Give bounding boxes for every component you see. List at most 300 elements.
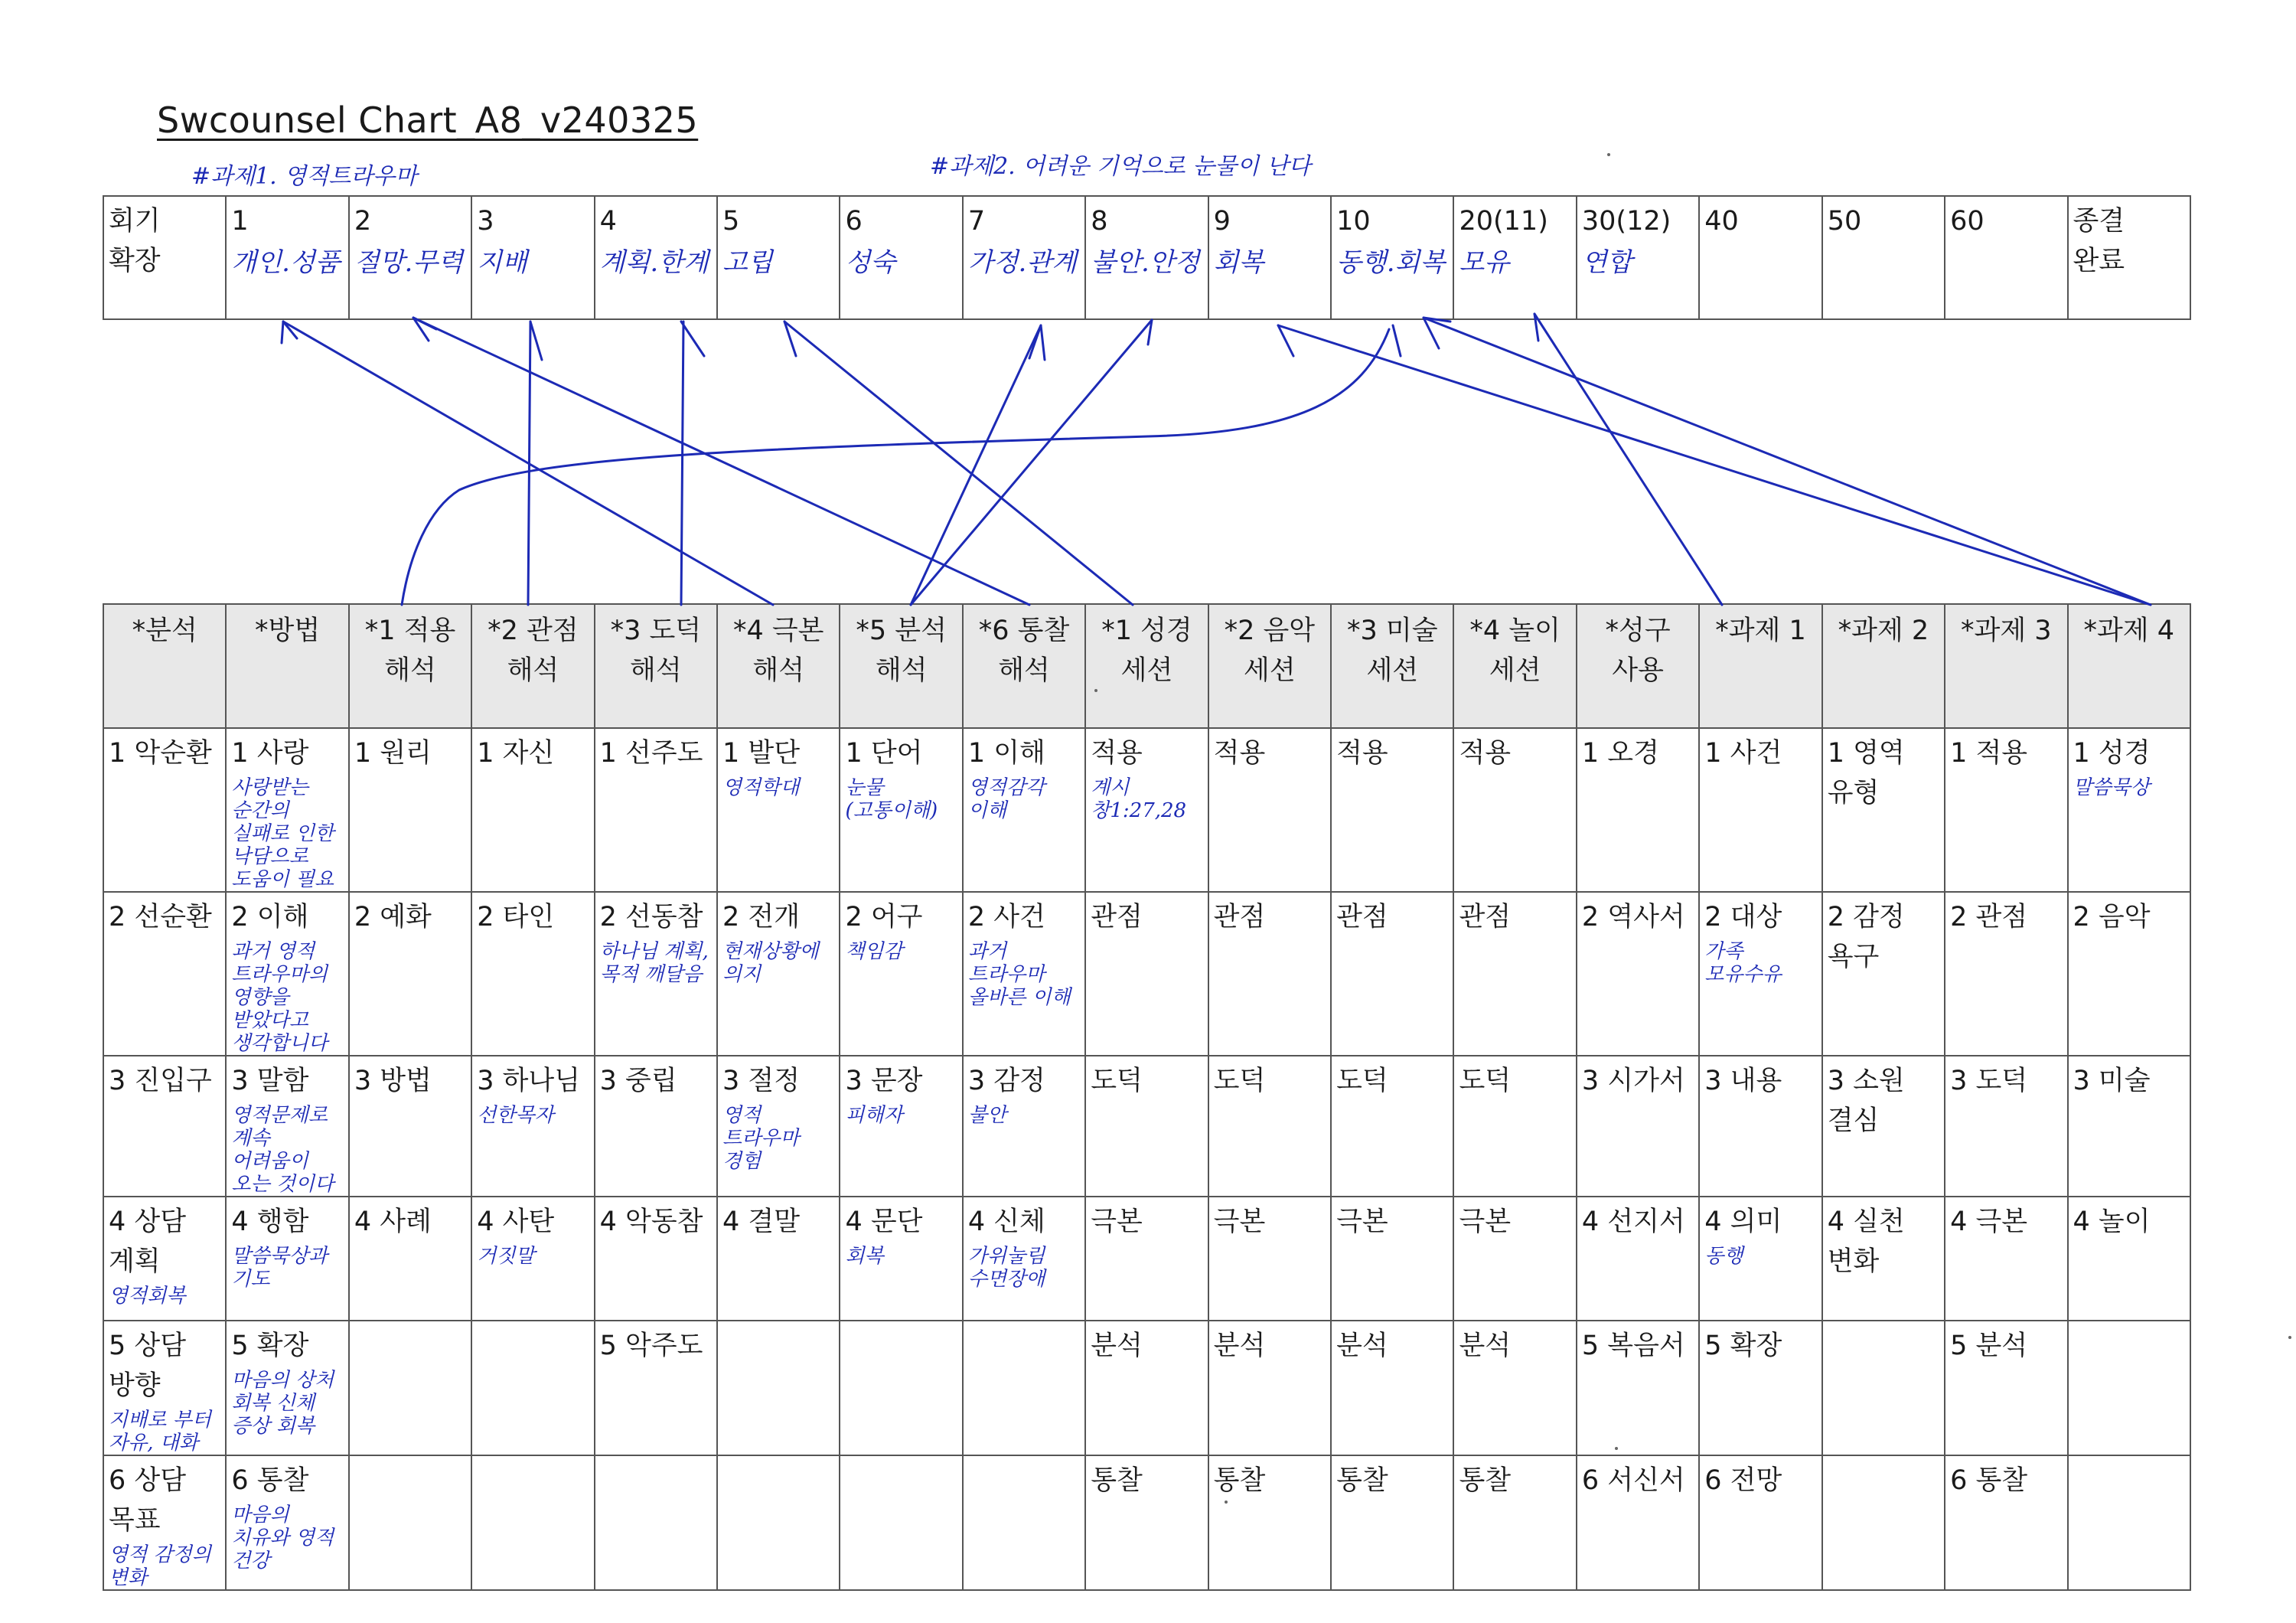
matrix-cell [1699, 1056, 1821, 1197]
cell-label: 5 확장 [231, 1331, 309, 1361]
cell-label: 1 사건 [1704, 738, 1782, 769]
cell-handwritten-note: 피해자 [845, 1104, 903, 1127]
cell-label: 1 발단 [722, 738, 801, 769]
matrix-cell [1945, 1197, 2067, 1321]
cell-handwritten-note: 말씀묵상 [2073, 776, 2150, 799]
session-row-label [103, 196, 226, 319]
session-number: 6 [845, 206, 863, 237]
column-header-line: 해석 [507, 655, 559, 686]
cell-handwritten-note: 거짓말 [477, 1245, 535, 1268]
session-table [103, 195, 2191, 320]
matrix-cell [471, 1321, 594, 1455]
matrix-row [103, 1321, 2190, 1455]
session-number: 종결 [2073, 206, 2125, 237]
column-header-line: *3 도덕 [610, 616, 702, 646]
session-handwritten-note: 절망.무력 [354, 247, 463, 278]
stray-dot [2288, 1336, 2291, 1339]
session-cell [2068, 196, 2191, 319]
session-number: 20(11) [1459, 206, 1548, 237]
matrix-column-header [840, 604, 962, 728]
matrix-cell [840, 892, 962, 1056]
arrow-line [413, 318, 1029, 605]
matrix-cell [1822, 892, 1945, 1056]
matrix-cell [103, 1197, 226, 1321]
session-cell [963, 196, 1085, 319]
cell-label: 4 선지서 [1581, 1207, 1685, 1237]
column-header-line: 해석 [630, 655, 682, 686]
handwritten-note-task2: #과제2. 어려운 기억으로 눈물이 난다 [930, 153, 1311, 180]
cell-label: 5 확장 [1704, 1331, 1782, 1361]
column-header-line: 세션 [1244, 655, 1296, 686]
matrix-cell [717, 892, 840, 1056]
cell-handwritten-note: 마음의 치유와 영적 건강 [231, 1504, 334, 1572]
matrix-cell [1208, 1197, 1331, 1321]
matrix-cell [1577, 892, 1699, 1056]
matrix-cell [226, 1455, 348, 1590]
matrix-cell [1699, 1455, 1821, 1590]
matrix-column-header [1453, 604, 1576, 728]
arrow-line [681, 322, 683, 605]
cell-label: 2 음악 [2073, 902, 2151, 932]
matrix-column-header [717, 604, 840, 728]
cell-label: 6 통찰 [1950, 1465, 2028, 1496]
cell-label: 2 관점 [1950, 902, 2028, 932]
matrix-column-header [103, 604, 226, 728]
cell-label: 2 역사서 [1581, 902, 1685, 932]
session-cell [595, 196, 717, 319]
matrix-cell [1331, 1056, 1453, 1197]
matrix-cell [1085, 892, 1208, 1056]
session-number: 10 [1336, 206, 1371, 237]
session-cell [1085, 196, 1208, 319]
matrix-cell [963, 1056, 1085, 1197]
session-number: 60 [1950, 206, 1985, 237]
cell-label: 4 극본 [1950, 1207, 2028, 1237]
column-header-line: 해석 [998, 655, 1050, 686]
matrix-row [103, 1197, 2190, 1321]
session-cell [1822, 196, 1945, 319]
cell-label: 도덕 [1459, 1066, 1512, 1096]
cell-label: 3 도덕 [1950, 1066, 2028, 1096]
cell-label: 1 적용 [1950, 738, 2028, 769]
cell-handwritten-note: 회복 [845, 1245, 884, 1268]
document-title: Swcounsel Chart_A8_v240325 [157, 100, 699, 141]
matrix-cell [1331, 728, 1453, 892]
matrix-cell [1945, 728, 2067, 892]
matrix-cell [1453, 728, 1576, 892]
cell-handwritten-note: 과거 영적 트라우마의 영향을 받았다고 생각합니다 [231, 940, 328, 1055]
cell-label: 통찰 [1336, 1465, 1388, 1496]
column-header-line: *과제 3 [1961, 616, 2052, 646]
matrix-cell [840, 1321, 962, 1455]
session-handwritten-note: 회복 [1213, 247, 1264, 278]
matrix-cell [1577, 1197, 1699, 1321]
cell-handwritten-note: 선한목자 [477, 1104, 554, 1127]
session-handwritten-note: 개인.성품 [231, 247, 341, 278]
matrix-cell [1085, 1056, 1208, 1197]
matrix-cell [963, 1197, 1085, 1321]
matrix-cell [1577, 1455, 1699, 1590]
matrix-cell [1945, 1455, 2067, 1590]
cell-label: 1 선주도 [599, 738, 703, 769]
matrix-cell [717, 1321, 840, 1455]
cell-handwritten-note: 지배로 부터 자유, 대화 [109, 1409, 211, 1455]
matrix-column-header [226, 604, 348, 728]
matrix-header-row [103, 604, 2190, 728]
matrix-cell [1208, 892, 1331, 1056]
session-cell [1453, 196, 1576, 319]
matrix-cell [349, 1455, 471, 1590]
cell-handwritten-note: 가족 모유수유 [1704, 940, 1782, 986]
column-header-line: *방법 [255, 616, 321, 646]
cell-label: 5 악주도 [599, 1331, 703, 1361]
matrix-cell [226, 1056, 348, 1197]
matrix-cell [595, 1455, 717, 1590]
cell-label: 분석 [1091, 1331, 1143, 1361]
cell-label: 1 성경 [2073, 738, 2151, 769]
cell-label: 3 하나님 [477, 1066, 581, 1096]
session-number: 7 [967, 206, 986, 237]
cell-label: 3 시가서 [1581, 1066, 1685, 1096]
cell-label: 4 신체 [967, 1207, 1045, 1237]
matrix-column-header [963, 604, 1085, 728]
matrix-cell [1822, 1455, 1945, 1590]
matrix-cell [1331, 1321, 1453, 1455]
matrix-cell [840, 728, 962, 892]
arrow-line [1424, 318, 2151, 605]
session-number: 3 [477, 206, 494, 237]
arrow-head [1148, 320, 1152, 345]
cell-label: 극본 [1336, 1207, 1388, 1237]
matrix-cell [349, 1197, 471, 1321]
cell-label: 3 방법 [354, 1066, 432, 1096]
cell-handwritten-note: 불안 [967, 1104, 1007, 1127]
matrix-column-header [2068, 604, 2191, 728]
matrix-row [103, 1455, 2190, 1590]
session-handwritten-note: 동행.회복 [1336, 247, 1446, 278]
arrow-head [1393, 325, 1401, 356]
column-header-line: *1 적용 [364, 616, 456, 646]
session-row-label-line: 회기 [109, 206, 161, 237]
matrix-cell [1331, 1455, 1453, 1590]
cell-label: 3 진입구 [109, 1066, 212, 1096]
cell-handwritten-note: 과거 트라우마 올바른 이해 [967, 940, 1071, 1009]
handwritten-note-task1: #과제1. 영적트라우마 [191, 163, 418, 190]
matrix-row [103, 892, 2190, 1056]
matrix-cell [1453, 892, 1576, 1056]
matrix-cell [471, 1455, 594, 1590]
cell-label: 4 결말 [722, 1207, 801, 1237]
matrix-cell [471, 1197, 594, 1321]
stray-dot [1225, 1501, 1228, 1504]
session-handwritten-note: 계획.한계 [599, 247, 709, 278]
arrow-line [784, 322, 1133, 605]
matrix-cell [1945, 1321, 2067, 1455]
arrow-curve [402, 329, 1389, 605]
matrix-column-header [1822, 604, 1945, 728]
matrix-column-header [595, 604, 717, 728]
arrow-head [681, 322, 704, 356]
arrow-line [528, 322, 530, 605]
matrix-row [103, 1056, 2190, 1197]
session-row [103, 196, 2190, 319]
matrix-cell [963, 1455, 1085, 1590]
arrow-head [283, 322, 297, 338]
cell-handwritten-note: 눈물 (고통이해) [845, 776, 938, 822]
cell-label: 4 문단 [845, 1207, 923, 1237]
matrix-cell [349, 892, 471, 1056]
matrix-cell [1822, 1056, 1945, 1197]
cell-handwritten-note: 영적회복 [109, 1285, 186, 1308]
cell-label: 통찰 [1091, 1465, 1143, 1496]
cell-label: 도덕 [1213, 1066, 1266, 1096]
arrow-line [1278, 325, 2151, 605]
column-header-line: 해석 [875, 655, 928, 686]
matrix-cell [717, 728, 840, 892]
matrix-cell [1085, 1197, 1208, 1321]
cell-label: 2 감정 [1827, 902, 1905, 932]
column-header-line: *과제 2 [1838, 616, 1929, 646]
matrix-column-header [1577, 604, 1699, 728]
cell-label: 1 악순환 [109, 738, 212, 769]
cell-label: 6 전망 [1704, 1465, 1782, 1496]
matrix-cell [840, 1056, 962, 1197]
arrow-head [1041, 325, 1045, 360]
cell-label: 통찰 [1213, 1465, 1266, 1496]
session-number: 50 [1827, 206, 1862, 237]
cell-label: 3 중립 [599, 1066, 677, 1096]
arrow-head [530, 322, 542, 360]
matrix-cell [1699, 1197, 1821, 1321]
matrix-column-header [1085, 604, 1208, 728]
matrix-cell [1085, 1321, 1208, 1455]
cell-label: 2 선순환 [109, 902, 212, 932]
session-number: 1 [231, 206, 249, 237]
column-header-line: *과제 4 [2083, 616, 2174, 646]
cell-label: 4 놀이 [2073, 1207, 2151, 1237]
cell-label: 4 사탄 [477, 1207, 555, 1237]
cell-label: 욕구 [1827, 942, 1880, 972]
cell-label: 극본 [1459, 1207, 1512, 1237]
matrix-cell [2068, 892, 2191, 1056]
cell-label: 6 서신서 [1581, 1465, 1685, 1496]
stray-dot [1607, 153, 1610, 156]
matrix-column-header [471, 604, 594, 728]
cell-label: 1 영역 [1827, 738, 1905, 769]
cell-label: 3 절정 [722, 1066, 801, 1096]
cell-label: 분석 [1459, 1331, 1512, 1361]
session-cell [1208, 196, 1331, 319]
cell-label: 4 상담 [109, 1207, 187, 1237]
matrix-cell [2068, 1455, 2191, 1590]
arrow-line [911, 320, 1152, 605]
cell-label: 4 사례 [354, 1207, 432, 1237]
session-handwritten-note: 연합 [1581, 247, 1632, 278]
cell-label: 2 타인 [477, 902, 555, 932]
column-header-line: 세션 [1366, 655, 1419, 686]
matrix-cell [103, 1056, 226, 1197]
stray-dot [1615, 1447, 1618, 1450]
session-cell [1699, 196, 1821, 319]
matrix-cell [349, 728, 471, 892]
session-cell [471, 196, 594, 319]
session-handwritten-note: 지배 [477, 247, 527, 278]
session-handwritten-note: 불안.안정 [1091, 247, 1200, 278]
matrix-column-header [1699, 604, 1821, 728]
matrix-cell [595, 1056, 717, 1197]
cell-label: 도덕 [1091, 1066, 1143, 1096]
column-header-line: *6 통찰 [978, 616, 1070, 646]
column-header-line: 해석 [752, 655, 805, 686]
cell-label: 극본 [1091, 1207, 1143, 1237]
cell-label: 5 복음서 [1581, 1331, 1685, 1361]
cell-label: 3 미술 [2073, 1066, 2151, 1096]
session-number: 9 [1213, 206, 1231, 237]
matrix-cell [2068, 1321, 2191, 1455]
matrix-cell [1085, 728, 1208, 892]
matrix-cell [471, 892, 594, 1056]
cell-label: 1 사랑 [231, 738, 309, 769]
cell-label: 적용 [1336, 738, 1388, 769]
cell-handwritten-note: 하나님 계획, 목적 깨달음 [599, 940, 709, 986]
counseling-matrix-table [103, 603, 2191, 1591]
matrix-cell [103, 1455, 226, 1590]
cell-label: 5 상담 [109, 1331, 187, 1361]
matrix-cell [595, 892, 717, 1056]
cell-handwritten-note: 영적학대 [722, 776, 800, 799]
cell-handwritten-note: 영적문제로 계속 어려움이 오는 것이다 [231, 1104, 334, 1196]
session-cell [226, 196, 348, 319]
cell-label: 분석 [1336, 1331, 1388, 1361]
column-header-line: *과제 1 [1715, 616, 1806, 646]
matrix-cell [595, 1321, 717, 1455]
cell-label: 3 말함 [231, 1066, 309, 1096]
cell-label: 1 오경 [1581, 738, 1659, 769]
matrix-cell [1822, 1197, 1945, 1321]
cell-label: 3 내용 [1704, 1066, 1782, 1096]
matrix-cell [471, 728, 594, 892]
cell-handwritten-note: 말씀묵상과 기도 [231, 1245, 328, 1291]
matrix-cell [595, 1197, 717, 1321]
matrix-cell [963, 892, 1085, 1056]
cell-label: 4 의미 [1704, 1207, 1782, 1237]
matrix-cell [1453, 1197, 1576, 1321]
session-number: 40 [1704, 206, 1739, 237]
cell-label: 목표 [109, 1505, 161, 1536]
cell-label: 3 문장 [845, 1066, 923, 1096]
matrix-cell [1699, 728, 1821, 892]
matrix-cell [1208, 1056, 1331, 1197]
matrix-cell [595, 728, 717, 892]
cell-label: 2 선동참 [599, 902, 703, 932]
session-cell [349, 196, 471, 319]
column-header-line: 사용 [1612, 655, 1664, 686]
cell-label: 결심 [1827, 1105, 1880, 1136]
matrix-cell [349, 1056, 471, 1197]
session-handwritten-note: 가정.관계 [967, 247, 1078, 278]
cell-label: 1 자신 [477, 738, 555, 769]
matrix-cell [717, 1455, 840, 1590]
column-header-line: *4 극본 [732, 616, 824, 646]
cell-label: 2 이해 [231, 902, 309, 932]
session-row-label-line: 확장 [109, 246, 161, 276]
arrow-line [1534, 314, 1722, 605]
cell-handwritten-note: 영적 트라우마 경험 [722, 1104, 800, 1173]
cell-handwritten-note: 영적감각 이해 [967, 776, 1045, 822]
cell-label: 도덕 [1336, 1066, 1388, 1096]
matrix-cell [103, 892, 226, 1056]
cell-label: 1 이해 [967, 738, 1045, 769]
session-handwritten-note: 고립 [722, 247, 773, 278]
column-header-line: 해석 [384, 655, 436, 686]
matrix-cell [1822, 728, 1945, 892]
arrow-head [413, 318, 429, 341]
session-cell [1577, 196, 1699, 319]
matrix-cell [349, 1321, 471, 1455]
cell-label: 6 통찰 [231, 1465, 309, 1496]
matrix-cell [1331, 892, 1453, 1056]
cell-label: 적용 [1091, 738, 1143, 769]
cell-label: 4 실천 [1827, 1207, 1905, 1237]
session-cell [1331, 196, 1453, 319]
matrix-cell [717, 1056, 840, 1197]
cell-label: 2 전개 [722, 902, 801, 932]
matrix-cell [226, 1197, 348, 1321]
arrow-head [784, 322, 796, 356]
cell-handwritten-note: 마음의 상처 회복 신체 증상 회복 [231, 1369, 334, 1438]
arrow-line [283, 322, 773, 605]
cell-label: 적용 [1459, 738, 1512, 769]
session-number: 5 [722, 206, 740, 237]
column-header-line: *분석 [132, 616, 197, 646]
cell-label: 2 어구 [845, 902, 923, 932]
matrix-cell [963, 728, 1085, 892]
matrix-cell [1085, 1455, 1208, 1590]
session-number: 4 [599, 206, 617, 237]
cell-label: 5 분석 [1950, 1331, 2028, 1361]
matrix-cell [2068, 1056, 2191, 1197]
session-number: 30(12) [1581, 206, 1671, 237]
matrix-column-header [1208, 604, 1331, 728]
session-cell [717, 196, 840, 319]
arrow-head [1424, 318, 1439, 348]
column-header-line: *2 음악 [1224, 616, 1316, 646]
cell-label: 관점 [1336, 902, 1388, 932]
matrix-cell [1208, 1321, 1331, 1455]
cell-label: 방향 [109, 1370, 161, 1401]
matrix-row [103, 728, 2190, 892]
cell-label: 계획 [109, 1246, 161, 1277]
matrix-cell [840, 1197, 962, 1321]
matrix-cell [1577, 1321, 1699, 1455]
column-header-line: 세션 [1489, 655, 1541, 686]
cell-label: 1 원리 [354, 738, 432, 769]
column-header-line: 세션 [1120, 655, 1173, 686]
matrix-cell [717, 1197, 840, 1321]
cell-label: 관점 [1213, 902, 1266, 932]
matrix-cell [1453, 1056, 1576, 1197]
arrow-head [1278, 325, 1293, 356]
matrix-cell [226, 892, 348, 1056]
session-handwritten-note: 모유 [1459, 247, 1510, 278]
session-number-line2: 완료 [2073, 246, 2125, 276]
session-number: 2 [354, 206, 372, 237]
cell-label: 유형 [1827, 778, 1880, 808]
cell-handwritten-note: 가위눌림 수면장애 [967, 1245, 1045, 1291]
cell-handwritten-note: 현재상황에 의지 [722, 940, 819, 986]
matrix-cell [963, 1321, 1085, 1455]
cell-label: 극본 [1213, 1207, 1266, 1237]
